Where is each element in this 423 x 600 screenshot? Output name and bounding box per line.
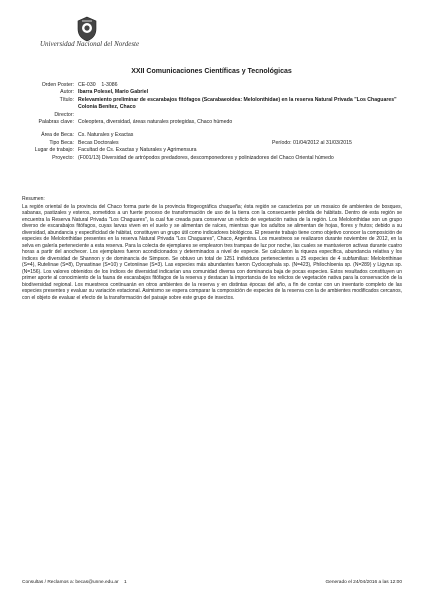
- tipo-label: Tipo Beca:: [49, 139, 74, 146]
- autor-value: Ibarra Polesel, Mario Gabriel: [78, 89, 149, 96]
- director-label: Director:: [54, 111, 74, 118]
- area-row: [22, 132, 402, 139]
- periodo-value: Período: 01/04/2012 al 31/03/2015: [272, 139, 352, 146]
- palabras-row: [22, 119, 402, 126]
- area-value: Cs. Naturales y Exactas: [78, 132, 134, 139]
- university-logo: [40, 16, 140, 48]
- abstract-heading: Resumen:: [22, 196, 45, 202]
- orden-label: Orden Poster:: [41, 82, 74, 88]
- orden-value: CE-030: [78, 82, 96, 88]
- university-seal-icon: [76, 16, 98, 42]
- palabras-value: Coleoptera, diversidad, áreas naturales protegidas, Chaco húmedo: [78, 119, 233, 126]
- proyecto-value: (F001/13) Diversidad de artrópodos predadores, descomponedores y polinizadores del Chaco Oriental húmedo: [78, 154, 334, 161]
- palabras-label: Palabras clave:: [38, 119, 74, 126]
- autor-row: [22, 89, 402, 96]
- tipo-value: Becas Doctorales: [78, 139, 119, 146]
- titulo-label: Título:: [59, 96, 74, 103]
- lugar-label: Lugar de trabajo:: [34, 147, 74, 154]
- footer-generated: Generado el 24/04/2016 a las 12:00: [325, 580, 402, 585]
- director-row: [22, 112, 402, 119]
- autor-label: Autor:: [60, 89, 74, 96]
- metadata-block: [22, 82, 402, 162]
- proyecto-row: [22, 155, 402, 162]
- university-name: Universidad Nacional del Nordeste: [40, 40, 140, 48]
- area-label: Área de Beca:: [41, 132, 74, 139]
- titulo-value: Relevamiento preliminar de escarabajos fitófagos (Scarabaeoidea: Melolonthidae) en la reserva Natural Privada "Los Chaguares" Colonia Benítez, Chaco: [78, 96, 397, 111]
- footer-contact: Consultas / Reclamos a: becas@unne.edu.ar: [22, 580, 119, 585]
- orden-extra: 1-3086: [101, 82, 118, 88]
- page-number: 1: [123, 580, 127, 585]
- tipo-row: [22, 140, 402, 147]
- lugar-row: [22, 147, 402, 154]
- proyecto-label: Proyecto:: [52, 154, 74, 161]
- abstract-section: [22, 196, 402, 301]
- lugar-value: Facultad de Cs. Exactas y Naturales y Agrimensura: [78, 147, 197, 154]
- page-footer: [22, 580, 402, 585]
- orden-row: [22, 82, 402, 89]
- titulo-row: [22, 97, 402, 112]
- director-value: [78, 112, 402, 119]
- abstract-body: La región oriental de la provincia del Chaco forma parte de la provincia fitogeográfica chaqueña; ésta región se caracteriza por un mosaico de ambientes de bosques, sabanas, pastizales y esteros, sometidos a un fuerte proceso de transformación de uso de la tierra con la consecuente pérdida de hábitats. Dentro de esta región se encuentra la Reserva Natural Privada "Los Chaguares", la cual fue creada para conservar un relicto de vegetación nativa de la región. Los Melolonthidae son un grupo diverso de escarabajos fitófagos, cuyas larvas viven en el suelo y se alimentan de raíces, mientras que los adultos se alimentan de hojas, flores y frutos; debido a su diversidad, abundancia y especificidad de hábitat, constituyen un grupo útil como indicadores biológicos. El presente trabajo tiene como objetivo conocer la composición de especies de Melolonthidae presentes en la reserva Natural Privada "Los Chaguares", Chaco, Argentina. Los muestreos se realizaron durante noviembre de 2012, en la selva en galería perteneciente a esta reserva. Para la colecta de ejemplares se emplearon tres trampas de luz por noche, las cuales se mantuvieron activas durante cuatro horas a partir del anochecer. Los ejemplares fueron acondicionados y determinados a nivel de especie. Se calcularon la riqueza específica, abundancia relativa y los índices de diversidad de Shannon y de dominancia de Simpson. Se obtuvo un total de 1251 individuos pertenecientes a 25 especies de 4 subfamilias: Melolonthinae (S=4), Rutelinae (S=8), Dynastinae (S=10) y Cetoniinae (S=3). Las especies más abundantes fueron Cyclocephala sp. (N=423), Philochloenia sp. (N=289) y Ligyrus sp. (N=156). Los valores obtenidos de los índices de diversidad indicarían una comunidad diversa con dominancia baja de pocas especies. Estos resultados constituyen un primer aporte al conocimiento de la fauna de escarabajos fitófagos de la reserva y destacan la importancia de los relictos de vegetación nativa para la conservación de la biodiversidad regional. Los muestreos continuarán en otros ambientes de la reserva y en distintas épocas del año, a fin de contar con un inventario completo de las especies presentes y evaluar su variación estacional. Asimismo se espera comparar la composición de especies de la reserva con la de ambientes modificados cercanos, con el objeto de evaluar el efecto de la transformación del paisaje sobre este grupo de insectos.: [22, 203, 402, 301]
- conference-title: XXII Comunicaciones Científicas y Tecnológicas: [131, 68, 292, 75]
